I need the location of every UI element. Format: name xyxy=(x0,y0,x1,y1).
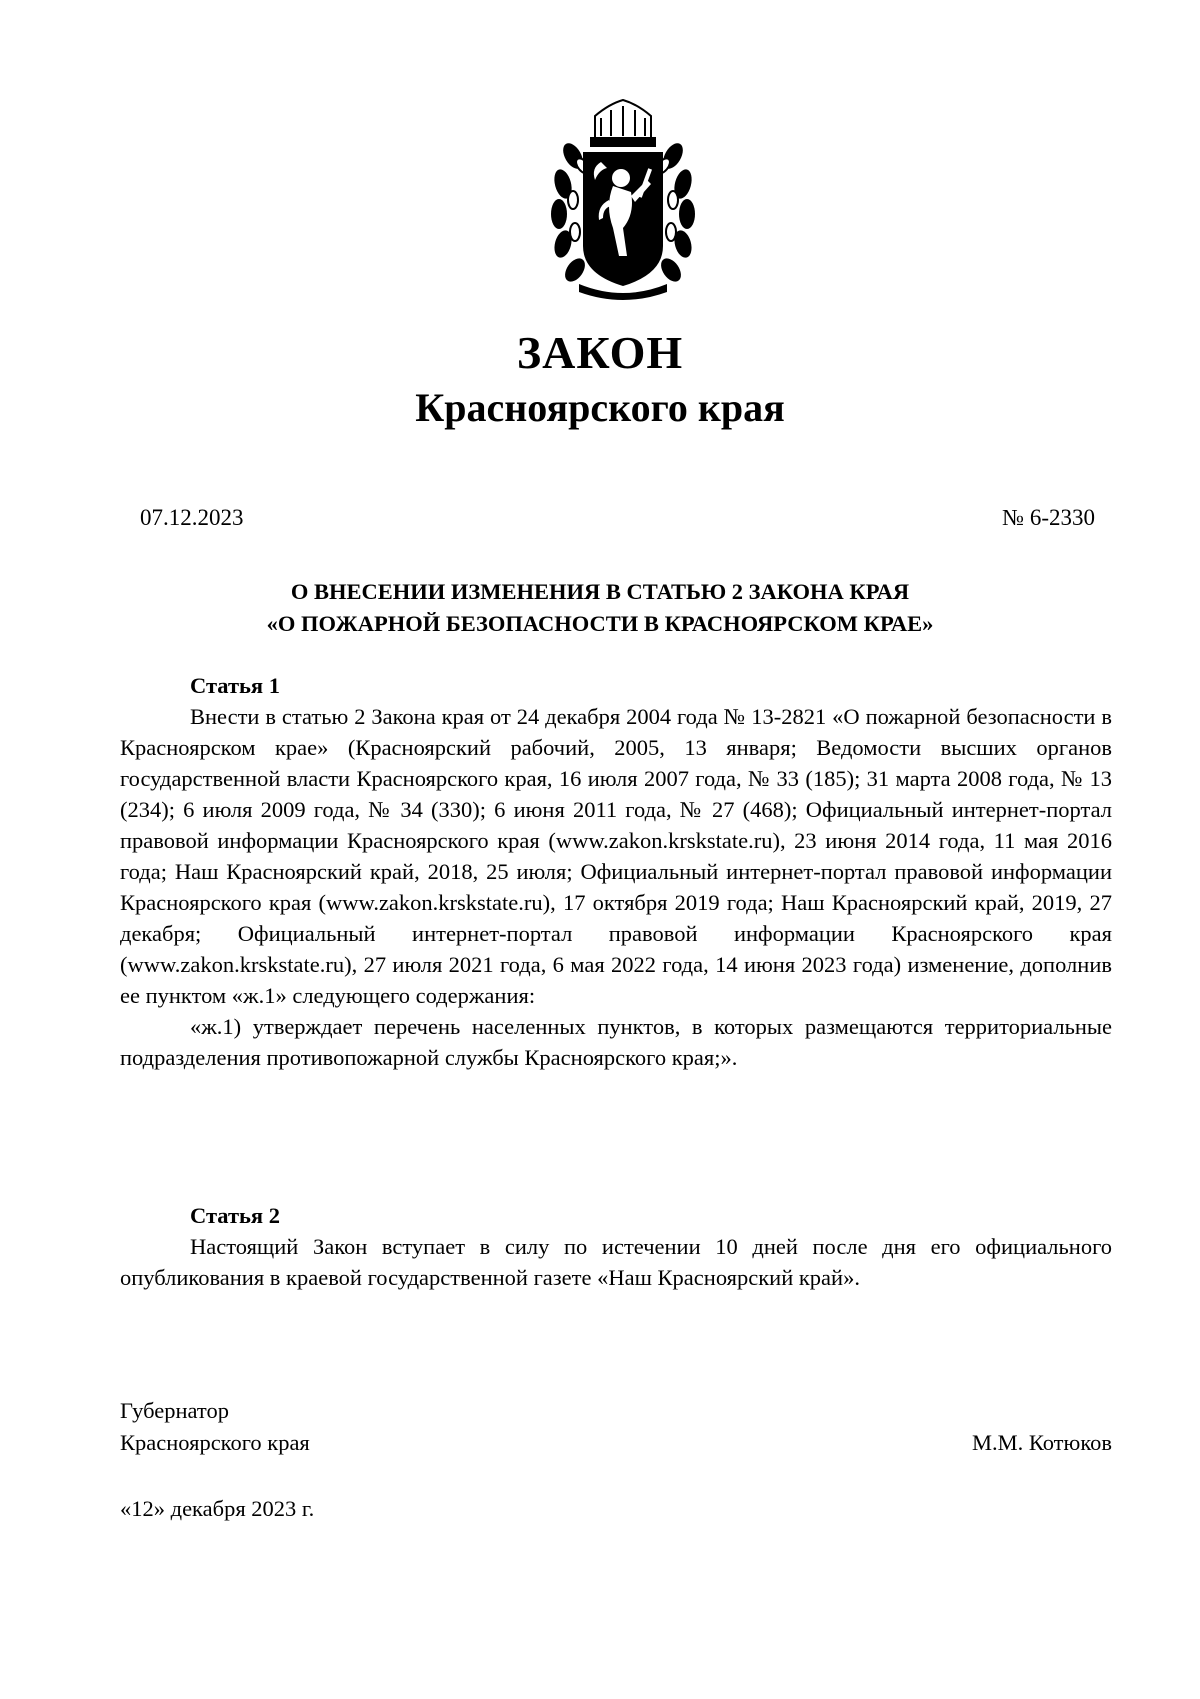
law-heading-line2: «О ПОЖАРНОЙ БЕЗОПАСНОСТИ В КРАСНОЯРСКОМ КРАЕ» xyxy=(266,611,934,636)
signer-position-line2: Красноярского края xyxy=(120,1430,310,1455)
article-2-title: Статья 2 xyxy=(190,1203,280,1228)
article-2 xyxy=(120,1200,1112,1293)
signing-date: «12» декабря 2023 г. xyxy=(120,1496,315,1521)
krasnoyarsk-coat-of-arms-icon xyxy=(543,96,703,306)
law-heading-line1: О ВНЕСЕНИИ ИЗМЕНЕНИЯ В СТАТЬЮ 2 ЗАКОНА КРАЯ xyxy=(290,579,910,604)
article-2-paragraph: Настоящий Закон вступает в силу по истечении 10 дней после дня его официального опубликования в краевой государственной газете «Наш Красноярский край». xyxy=(120,1234,1112,1290)
article-1-title: Статья 1 xyxy=(190,673,280,698)
law-number: № 6-2330 xyxy=(1002,505,1095,530)
signature-block xyxy=(120,1395,1112,1459)
article-1 xyxy=(120,670,1112,1073)
article-1-paragraph: «ж.1) утверждает перечень населенных пунктов, в которых размещаются территориальные подразделения противопожарной службы Красноярского края;». xyxy=(120,1014,1112,1070)
signer-position-line1: Губернатор xyxy=(120,1398,229,1423)
law-date: 07.12.2023 xyxy=(140,505,244,530)
article-1-paragraph: Внести в статью 2 Закона края от 24 декабря 2004 года № 13-2821 «О пожарной безопасности в Красноярском крае» (Красноярский рабочий, 2005, 13 января; Ведомости высших органов государственной власти Красноярского края, 16 июля 2007 года, № 33 (185); 31 марта 2008 года, № 13 (234); 6 июля 2009 года, № 34 (330); 6 июня 2011 года, № 27 (468); Официальный интернет-портал правовой информации Красноярского края (www.zakon.krskstate.ru), 23 июня 2014 года, 11 мая 2016 года; Наш Красноярский край, 2018, 25 июля; Официальный интернет-портал правовой информации Красноярского края (www.zakon.krskstate.ru), 17 октября 2019 года; Наш Красноярский край, 2019, 27 декабря; Официальный интернет-портал правовой информации Красноярского края (www.zakon.krskstate.ru), 27 июля 2021 года, 6 мая 2022 года, 14 июня 2023 года) изменение, дополнив ее пунктом «ж.1» следующего содержания: xyxy=(120,704,1112,1008)
signer-name: М.М. Котюков xyxy=(971,1430,1112,1455)
law-subtitle: Красноярского края xyxy=(415,385,785,430)
law-title: ЗАКОН xyxy=(516,327,684,378)
